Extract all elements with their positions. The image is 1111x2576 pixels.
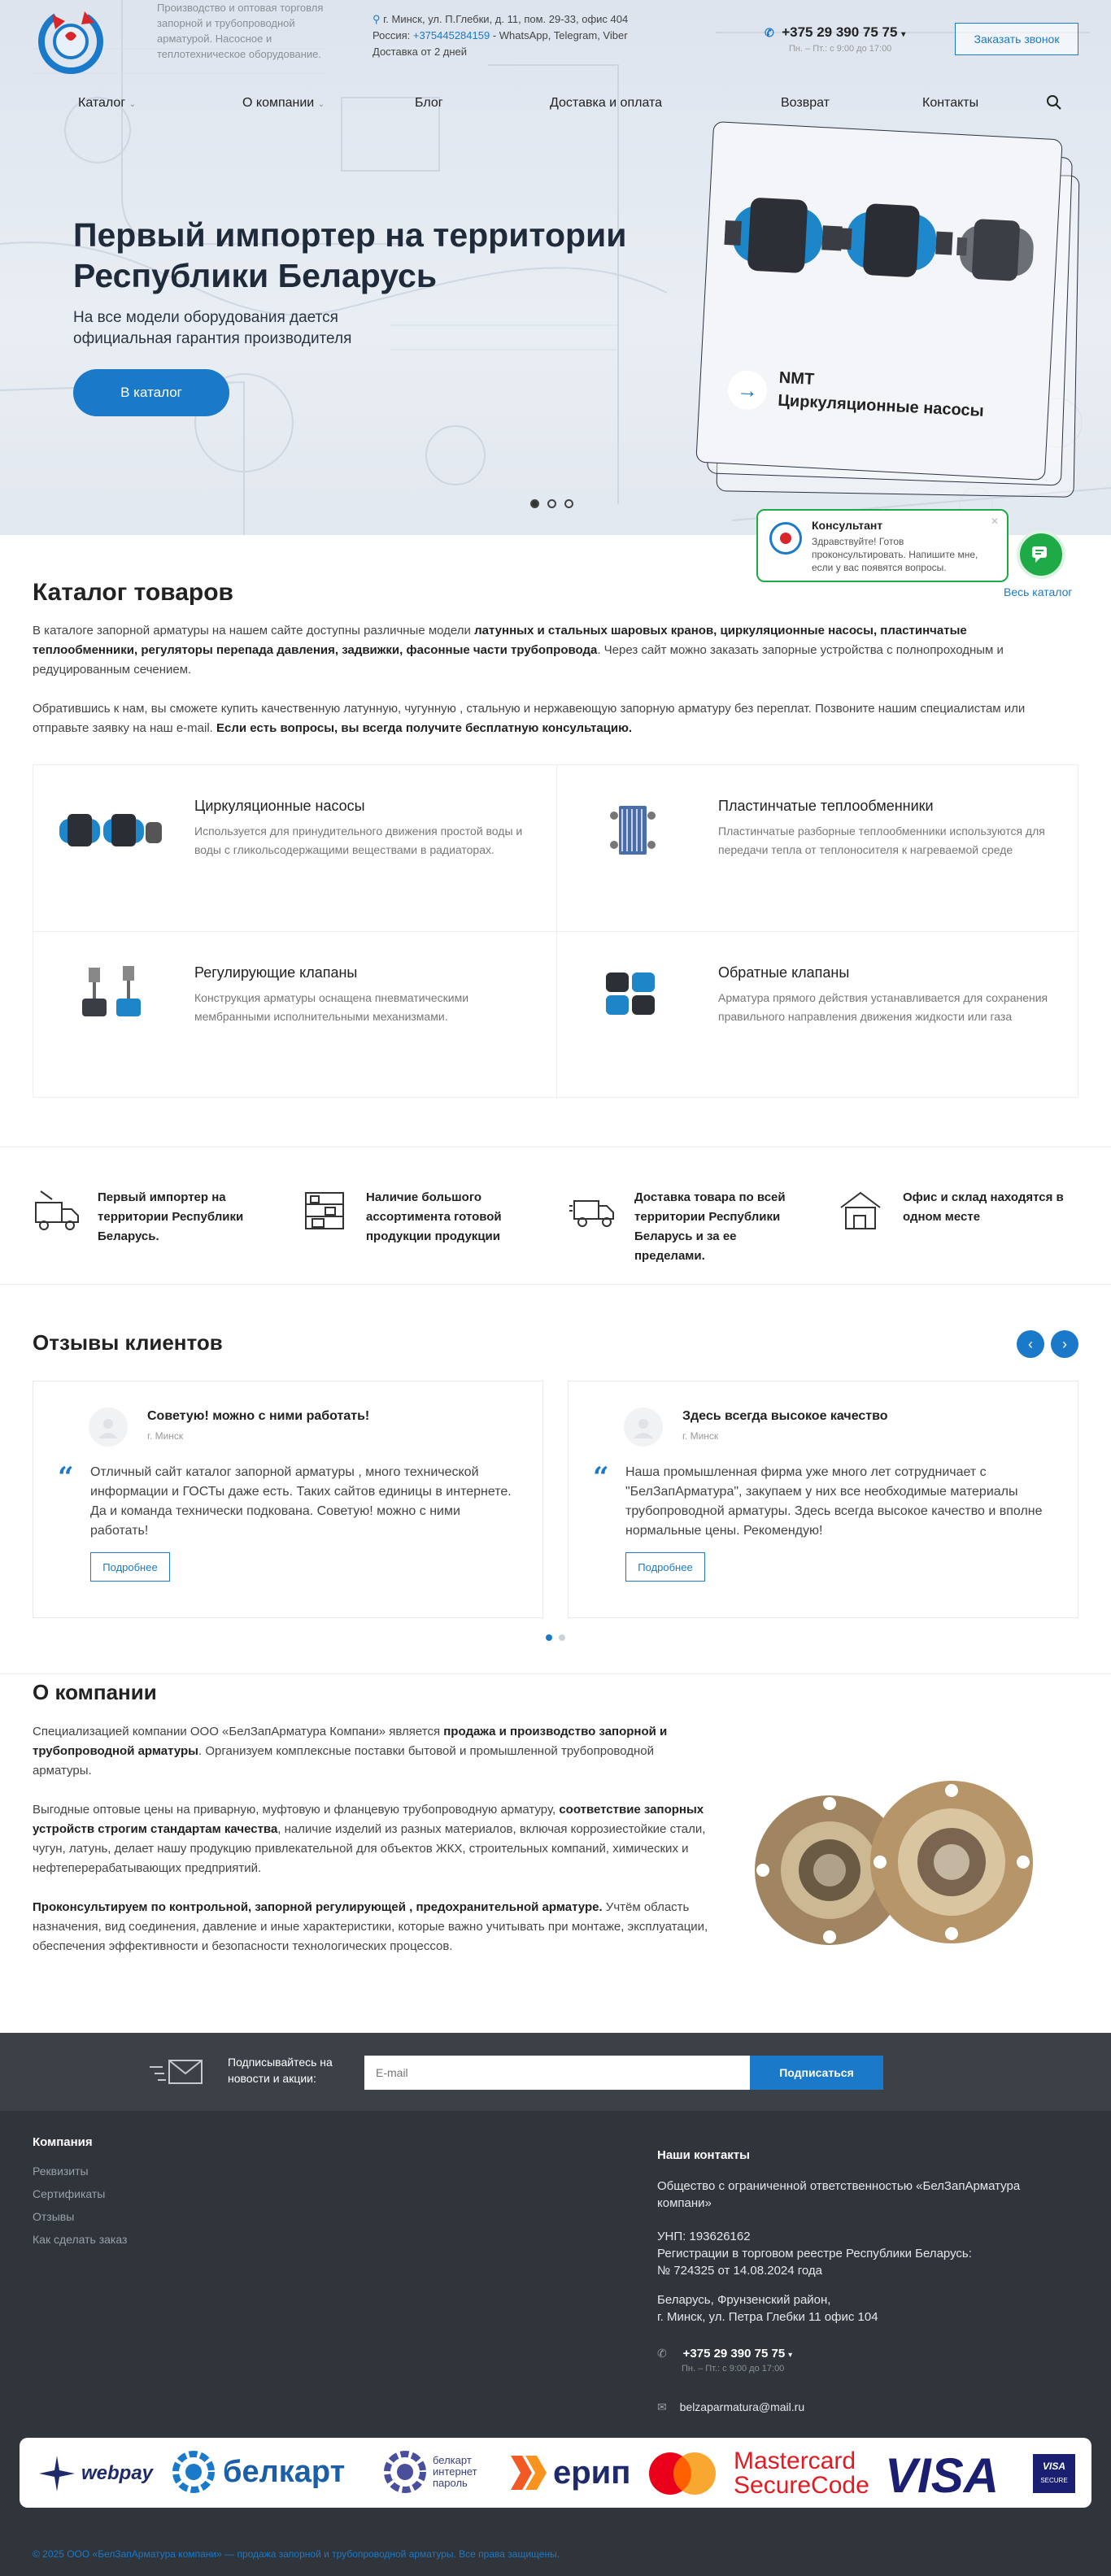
review-more-button[interactable]: Подробнее xyxy=(625,1552,705,1582)
belkart-emblem-icon xyxy=(172,2451,215,2493)
catalog-heading: Каталог товаров xyxy=(33,579,234,606)
chat-button[interactable] xyxy=(1017,530,1065,579)
visa-logo: VISA xyxy=(885,2448,1000,2503)
envelope-icon: ✉ xyxy=(657,2400,667,2413)
hero-subtitle: На все модели оборудования дается официальная гарантия производителя xyxy=(73,309,352,347)
footer-address xyxy=(657,2291,1048,2326)
review-card xyxy=(33,1381,543,1618)
logo[interactable] xyxy=(36,5,106,75)
review-title: Советую! можно с ними работать! xyxy=(147,1409,370,1423)
chat-icon xyxy=(1030,545,1052,564)
phone-icon: ✆ xyxy=(657,2347,667,2360)
review-city: г. Минск xyxy=(682,1430,719,1442)
catalog-item-title[interactable]: Циркуляционные насосы xyxy=(194,798,365,814)
slider-dots xyxy=(530,499,573,508)
mail-icon xyxy=(146,2056,205,2088)
footer-company-heading: Компания xyxy=(33,2135,93,2149)
reviews-heading: Отзывы клиентов xyxy=(33,1330,223,1355)
subscribe-label: Подписывайтесь на новости и акции: xyxy=(228,2056,333,2085)
logo-icon xyxy=(36,5,106,75)
arrow-right-icon[interactable]: → xyxy=(727,369,768,410)
phone-prefix: Россия: xyxy=(373,29,413,41)
slide-card[interactable] xyxy=(695,121,1062,481)
catalog-item-desc: Конструкция арматуры оснащена пневматическими мембранными исполнительными механизмами. xyxy=(194,991,469,1023)
footer-links xyxy=(33,2160,127,2251)
nav-item-delivery[interactable]: Доставка и оплата xyxy=(550,96,663,110)
belkart-password-logo: белкарт интернет пароль xyxy=(384,2451,477,2493)
reviews-dots xyxy=(546,1634,565,1641)
heat-exchanger-thumbnail xyxy=(582,798,687,863)
catalog-item-pumps[interactable] xyxy=(33,765,556,931)
footer-phone[interactable]: +375 29 390 75 75 xyxy=(682,2347,786,2361)
callback-button[interactable]: Заказать звонок xyxy=(955,23,1078,55)
subscribe-button[interactable]: Подписаться xyxy=(750,2056,883,2090)
review-card xyxy=(568,1381,1078,1618)
feature-item xyxy=(569,1188,813,1266)
catalog-item-desc: Используется для принудительного движения простой воды и воды с гликольсодержащими веществами в радиаторах. xyxy=(194,825,523,856)
nav-item-blog[interactable]: Блог xyxy=(415,96,443,110)
consultant-popup[interactable] xyxy=(756,509,1009,582)
belkart-logo: белкарт xyxy=(172,2451,345,2493)
consultant-avatar xyxy=(769,522,802,555)
footer-email[interactable]: belzaparmatura@mail.ru xyxy=(679,2400,805,2413)
user-avatar-icon xyxy=(624,1408,663,1447)
review-more-button[interactable]: Подробнее xyxy=(90,1552,170,1582)
chevron-left-icon: ‹ xyxy=(1028,1335,1033,1352)
feature-item xyxy=(838,1188,1082,1234)
footer-phone-block xyxy=(657,2347,792,2374)
catalog-item-title[interactable]: Пластинчатые теплообменники xyxy=(718,798,934,814)
footer-link-requisites[interactable]: Реквизиты xyxy=(33,2165,89,2178)
slider-dot[interactable] xyxy=(547,499,556,508)
footer-link-reviews[interactable]: Отзывы xyxy=(33,2210,75,2223)
all-catalog-link[interactable]: Весь каталог xyxy=(1004,585,1073,598)
work-hours: Пн. – Пт.: с 9:00 до 17:00 xyxy=(789,44,892,54)
reviews-next-button[interactable] xyxy=(1051,1330,1078,1358)
nav-item-catalog[interactable]: Каталог ⌄ xyxy=(78,96,137,110)
check-valve-thumbnail xyxy=(582,961,687,1026)
office-building-icon xyxy=(838,1188,887,1234)
footer-street: г. Минск, ул. Петра Глебки 11 офис 104 xyxy=(657,2310,878,2324)
catalog-item-control-valves[interactable] xyxy=(33,932,556,1098)
footer-contacts-heading: Наши контакты xyxy=(657,2148,750,2162)
address: г. Минск, ул. П.Глебки, д. 11, пом. 29-33, офис 404 xyxy=(383,13,629,25)
catalog-item-check-valves[interactable] xyxy=(557,932,1079,1098)
delivery-van-icon xyxy=(569,1188,618,1234)
review-text: Отличный сайт каталог запорной арматуры , много технической информации и ГОСТы даже есть. Таких сайтов единицы в интернете. Да и команда технически подкована. Советую! можно с ними работать! xyxy=(90,1465,512,1538)
slide-title: Циркуляционные насосы xyxy=(777,391,985,420)
quote-icon: “ xyxy=(593,1461,609,1494)
review-city: г. Минск xyxy=(147,1430,184,1442)
delivery-info: Доставка от 2 дней xyxy=(373,46,468,58)
about-paragraph: Специализацией компании ООО «БелЗапАрматура Компани» является продажа и производство запорной и трубопроводной арматуры. Организуем комплексные поставки бытовой и промышленной трубопроводной арматуры. xyxy=(33,1725,668,1778)
map-pin-icon: ⚲ xyxy=(373,13,381,25)
about-paragraph: Проконсультируем по контрольной, запорной регулирующей , предохранительной арматуре. Учтём область назначения, вид соединения, давление и иные характеристики, которые важно учитывать при монтаже, эксплуатации, обеспечения эффективности и безопасности технологических процессов. xyxy=(33,1900,708,1953)
footer-registry: Регистрации в торговом реестре Республики Беларусь: xyxy=(657,2247,972,2261)
feature-text: Первый импортер на территории Республики Беларусь. xyxy=(98,1190,244,1243)
footer-unp: УНП: 193626162 xyxy=(657,2230,751,2243)
chevron-right-icon: › xyxy=(1062,1335,1067,1352)
footer-link-how-to-order[interactable]: Как сделать заказ xyxy=(33,2233,128,2246)
close-icon[interactable]: ✕ xyxy=(990,516,999,527)
company-tagline: Производство и оптовая торговля запорной и трубопроводной арматурой. Насосное и теплотехническое оборудование. xyxy=(157,2,324,60)
belkart-emblem-icon xyxy=(384,2451,426,2493)
check-valves-photo xyxy=(740,1773,1057,1968)
main-nav xyxy=(0,89,1111,119)
review-title: Здесь всегда высокое качество xyxy=(682,1409,888,1423)
chevron-down-icon[interactable]: ▾ xyxy=(788,2351,793,2360)
catalog-intro: В каталоге запорной арматуры на нашем сайте доступны различные модели латунных и стальных шаровых кранов, циркуляционные насосы, пластинчатые теплообменники, регуляторы перепада давления, задвижки, фасонные части трубопровода. Через сайт можно заказать запорные устройства с полнопроходным и редуцированным сечением. xyxy=(33,624,1004,677)
site-header xyxy=(0,0,1111,122)
nav-item-return[interactable]: Возврат xyxy=(781,96,830,110)
slider-dot[interactable] xyxy=(530,499,539,508)
reviews-prev-button[interactable] xyxy=(1017,1330,1044,1358)
payment-logos-bar xyxy=(20,2438,1091,2508)
chevron-down-icon: ⌄ xyxy=(317,100,325,109)
pumps-thumbnail xyxy=(58,798,163,863)
catalog-item-desc: Пластинчатые разборные теплообменники используются для передачи тепла от теплоносителя к нагреваемой среде xyxy=(718,825,1045,856)
nav-item-contacts[interactable]: Контакты xyxy=(922,96,979,110)
catalog-item-title[interactable]: Обратные клапаны xyxy=(718,964,850,981)
hero-title: Первый импортер на территории Республики Беларусь xyxy=(73,216,627,294)
quote-icon: “ xyxy=(58,1461,74,1494)
footer-registry-no: № 724325 от 14.08.2024 года xyxy=(657,2264,823,2278)
chevron-down-icon[interactable]: ▾ xyxy=(901,30,906,39)
pumps-image xyxy=(721,172,1044,326)
feature-text: Доставка товара по всей территории Республики Беларусь и за ее пределами. xyxy=(634,1190,786,1263)
catalog-item-title[interactable]: Регулирующие клапаны xyxy=(194,964,358,981)
hero-catalog-button[interactable]: В каталог xyxy=(73,369,229,416)
slide-brand: NMT xyxy=(778,368,815,389)
catalog-intro-2: Обратившись к нам, вы сможете купить качественную латунную, чугунную , стальную и нержавеющую запорную арматуру без переплат. Позвоните нашим специалистам или отправьте заявку на наш e-mail. Если есть вопросы, вы всегда получите бесплатную консультацию. xyxy=(33,702,1026,735)
subscribe-bar xyxy=(0,2033,1111,2111)
user-avatar-icon xyxy=(89,1408,128,1447)
copyright: © 2025 ООО «БелЗапАрматура компани» — продажа запорной и трубопроводной арматуры. Все права защищены. xyxy=(33,2548,560,2560)
review-text: Наша промышленная фирма уже много лет сотрудничает с "БелЗапАрматура", закупаем у них все необходимые материалы трубопроводной арматуры. Здесь всегда высокое качество и вполне нормальные цены. Рекомендую! xyxy=(625,1465,1043,1538)
consultant-message: Здравствуйте! Готов проконсультировать. Напишите мне, если у вас появятся вопросы. xyxy=(812,536,978,573)
slider-dot[interactable] xyxy=(546,1634,552,1641)
footer-region: Беларусь, Фрунзенский район, xyxy=(657,2293,831,2307)
warehouse-shelves-icon xyxy=(301,1188,350,1234)
feature-item xyxy=(301,1188,545,1247)
catalog-item-exchangers[interactable] xyxy=(557,765,1079,931)
slider-dot[interactable] xyxy=(559,1634,565,1641)
email-input[interactable] xyxy=(364,2056,750,2090)
messengers: - WhatsApp, Telegram, Viber xyxy=(490,29,628,41)
control-valve-thumbnail xyxy=(58,961,163,1026)
footer-hours: Пн. – Пт.: с 9:00 до 17:00 xyxy=(682,2364,785,2374)
feature-text: Наличие большого ассортимента готовой продукции продукции xyxy=(366,1190,502,1243)
consultant-name: Консультант xyxy=(812,519,883,532)
about-paragraph: Выгодные оптовые цены на приварную, муфтовую и фланцевую трубопроводную арматуру, соответствие запорных устройств строгим стандартам качества, наличие изделий из разных материалов, включая коррозиестойкие стали, чугун, латунь, делает нашу продукцию привлекательной для объектов ЖКХ, строительных компаний, химических и нефтеперерабатывающих предприятий. xyxy=(33,1803,706,1875)
catalog-grid xyxy=(33,764,1078,1098)
search-icon[interactable] xyxy=(1046,94,1062,115)
phone-icon: ✆ xyxy=(765,26,774,39)
footer-email-row xyxy=(657,2400,804,2414)
whatsapp-phone-link[interactable]: +375445284159 xyxy=(412,29,490,41)
erip-logo: ерип xyxy=(508,2452,630,2493)
webpay-star-icon xyxy=(39,2456,75,2491)
contact-address-block xyxy=(373,11,682,60)
phone-block xyxy=(765,24,927,54)
webpay-logo: webpay xyxy=(39,2456,153,2491)
feature-text: Офис и склад находятся в одном месте xyxy=(903,1190,1064,1224)
main-phone[interactable]: +375 29 390 75 75 xyxy=(782,24,898,40)
erip-chevrons-icon xyxy=(508,2452,548,2493)
footer-link-certificates[interactable]: Сертификаты xyxy=(33,2187,106,2200)
mastercard-logo xyxy=(646,2451,719,2496)
slider-dot[interactable] xyxy=(564,499,573,508)
about-heading: О компании xyxy=(33,1680,157,1704)
footer-registration xyxy=(657,2228,1048,2279)
visa-secure-logo: VISA SECURE xyxy=(1033,2454,1075,2493)
features-strip xyxy=(0,1147,1111,1285)
footer-org: Общество с ограниченной ответственностью «БелЗапАрматура компани» xyxy=(657,2179,1021,2210)
truck-icon xyxy=(33,1188,81,1234)
feature-item xyxy=(33,1188,277,1247)
catalog-item-desc: Арматура прямого действия устанавливается для сохранения правильного направления движения жидкости или газа xyxy=(718,991,1048,1023)
mastercard-securecode-logo: Mastercard SecureCode xyxy=(734,2448,869,2499)
nav-item-about[interactable]: О компании ⌄ xyxy=(242,96,325,110)
chevron-down-icon: ⌄ xyxy=(129,100,137,109)
